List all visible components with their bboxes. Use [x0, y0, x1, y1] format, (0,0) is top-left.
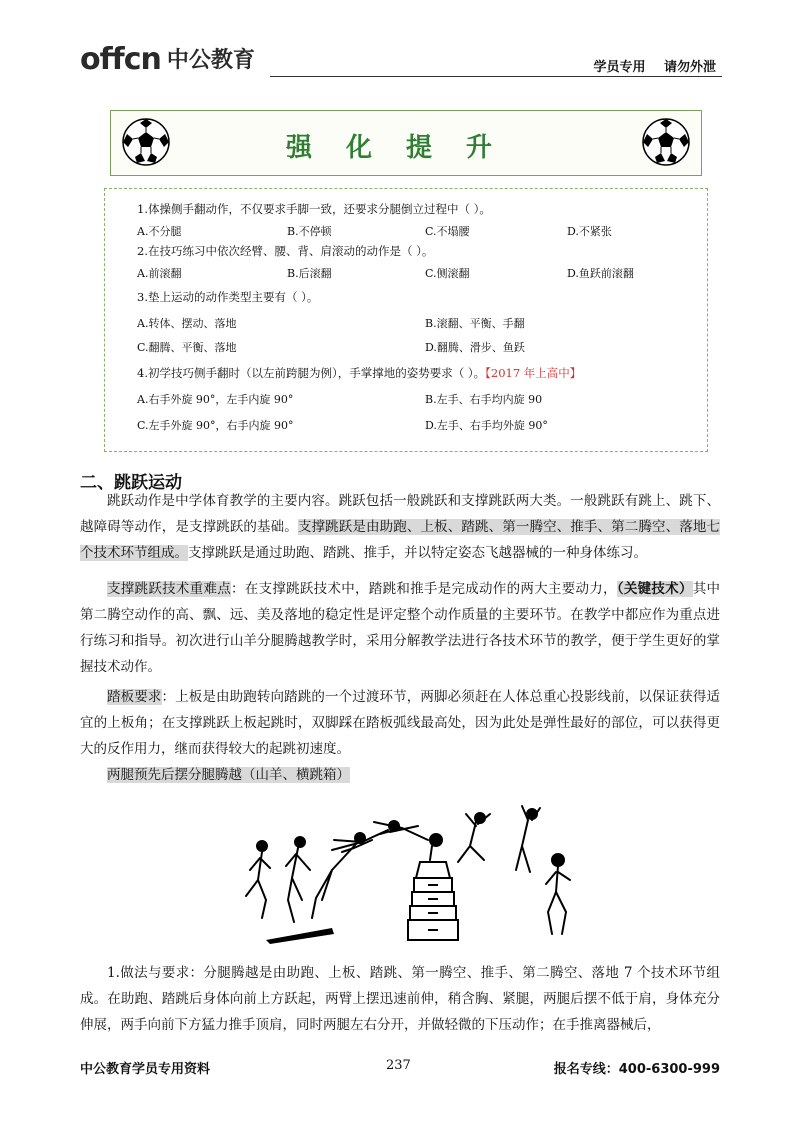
question-4-option: B.左手、右手均内旋 90: [425, 393, 543, 406]
paragraph-jump-intro: [80, 488, 720, 566]
paragraph-text: 跳跃动作是中学体育教学的主要内容。跳跃包括一般跳跃和支撑跳跃两大类。一般跳跃有跳上、跳下、越障碍等动作，是支撑跳跃的基础。: [80, 493, 720, 535]
question-2-option: D.鱼跃前滚翻: [567, 267, 634, 280]
footer-source: 中公教育学员专用资料: [80, 1062, 211, 1077]
question-3: 3.垫上运动的动作类型主要有（ ）。: [137, 290, 319, 304]
page-header: [80, 36, 722, 80]
question-3-option: D.翻腾、滑步、鱼跃: [425, 341, 525, 354]
header-tags: [579, 56, 716, 75]
question-2-option: C.侧滚翻: [425, 267, 470, 280]
question-4-option: C.左手外旋 90°，右手内旋 90°: [137, 419, 294, 432]
page-number: 237: [386, 1058, 411, 1073]
paragraph-text: ：上板是由助跑转向踏跳的一个过渡环节，两脚必须赶在人体总重心投影线前，以保证获得适宜的上板角；在支撑跳跃上板起跳时，双脚踩在踏板弧线最高处，因为此处是弹性最好的部位，可以获得更大的反作用力，继而获得较大的起跳初速度。: [80, 689, 720, 757]
header-tag-students: 学员专用: [593, 60, 646, 75]
exam-source-tag: 【2017 年上高中】: [485, 366, 582, 380]
banner-title: 强化提升: [285, 133, 526, 163]
section-heading: 二、跳跃运动: [80, 473, 182, 493]
vault-sequence-illustration: [222, 800, 602, 948]
question-2-option: B.后滚翻: [287, 267, 332, 280]
section-banner: [110, 110, 702, 176]
soccer-ball-icon: [641, 117, 691, 167]
logo-wordmark: offcn: [80, 42, 161, 77]
question-1-option: A.不分腿: [137, 225, 182, 238]
highlighted-term: 支撑跳跃技术重难点: [107, 581, 232, 597]
figure-caption: [107, 762, 350, 788]
paragraph-text: 其中第二腾空动作的高、飘、远、美及落地的稳定性是评定整个动作质量的主要环节。在教学中都应作为重点进行练习和指导。初次进行山羊分腿腾越教学时，采用分解教学法进行各技术环节的教学，便于学生更好的掌握技术动作。: [80, 581, 721, 675]
question-3-option: B.滚翻、平衡、手翻: [425, 317, 525, 330]
caption-text: 两腿预先后摆分腿腾越（山羊、横跳箱）: [107, 767, 350, 783]
highlighted-text: 支撑跳跃是由助跑、上板、踏跳、第一腾空、推手、第二腾空、落地七个技术环节组成。: [80, 519, 721, 561]
question-2-option: A.前滚翻: [137, 267, 182, 280]
paragraph-text: ：在支撑跳跃技术中，踏跳和推手是完成动作的两大主要动力，: [231, 581, 617, 597]
question-1-option: C.不塌腰: [425, 225, 470, 238]
question-1: 1.体操侧手翻动作，不仅要求手脚一致，还要求分腿倒立过程中（ ）。: [137, 202, 491, 216]
question-1-option: D.不紧张: [567, 225, 612, 238]
paragraph-springboard: [80, 684, 720, 762]
question-4: [137, 365, 581, 381]
question-1-option: B.不停顿: [287, 225, 332, 238]
question-3-option: A.转体、摆动、落地: [137, 317, 237, 330]
offcn-logo: [80, 36, 255, 80]
paragraph-text: 支撑跳跃是通过助跑、踏跳、推手，并以特定姿态飞越器械的一种身体练习。: [188, 545, 647, 561]
header-tag-confidential: 请勿外泄: [663, 60, 716, 75]
key-tech-label: （关键技术）: [616, 581, 693, 597]
header-rule: [270, 76, 722, 77]
question-3-option: C.翻腾、平衡、落地: [137, 341, 237, 354]
question-4-option: D.左手、右手均外旋 90°: [425, 419, 548, 432]
practice-questions-box: [104, 188, 708, 452]
question-4-option: A.右手外旋 90°，左手内旋 90°: [137, 393, 294, 406]
paragraph-key-points: [80, 576, 720, 680]
question-4-text: 4.初学技巧侧手翻时（以左前跨腿为例），手掌撑地的姿势要求（ ）。: [137, 366, 486, 380]
highlighted-term: 踏板要求: [107, 689, 162, 705]
footer-hotline: 报名专线：400-6300-999: [553, 1062, 720, 1077]
logo-chinese: 中公教育: [166, 48, 255, 73]
paragraph-method: 1.做法与要求：分腿腾越是由助跑、上板、踏跳、第一腾空、推手、第二腾空、落地 7 个技术环节组成。在助跑、踏跳后身体向前上方跃起，两臂上摆迅速前伸，稍含胸、紧腿，两腿后摆不低于肩，身体充分伸展，两手向前下方猛力推手顶肩，同时两腿左右分开，并做轻微的下压动作；在手推离器械后，: [80, 965, 720, 1033]
question-2: 2.在技巧练习中依次经臂、腰、背、肩滚动的动作是（ ）。: [137, 244, 434, 258]
